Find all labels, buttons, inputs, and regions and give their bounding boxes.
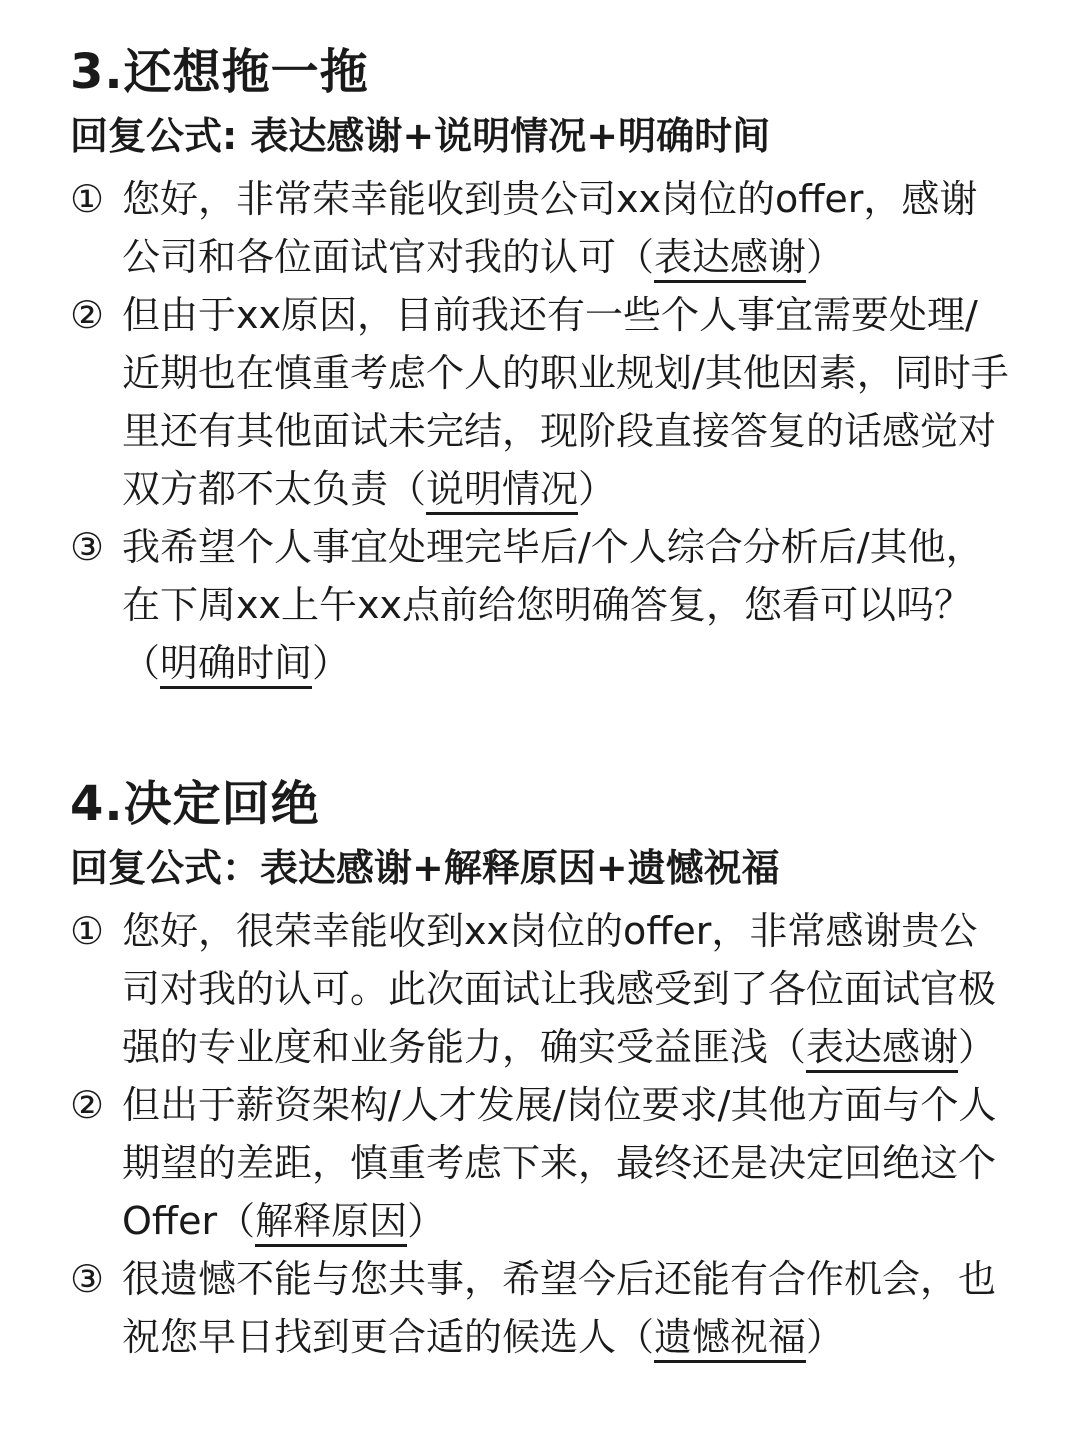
item-tag: 说明情况	[426, 467, 578, 515]
item-number: ③	[70, 1257, 105, 1301]
item-body	[122, 170, 1010, 286]
item-tag: 遗憾祝福	[654, 1315, 806, 1363]
item-tag: 表达感谢	[654, 235, 806, 283]
item-text: 但出于薪资架构/人才发展/岗位要求/其他方面与个人期望的差距，慎重考虑下来，最终还是决定回绝这个Offer	[122, 1083, 997, 1243]
item-body	[122, 286, 1010, 518]
reply-formula: 回复公式: 表达感谢+说明情况+明确时间	[70, 114, 771, 158]
item-text: 我希望个人事宜处理完毕后/个人综合分析后/其他，在下周xx上午xx点前给您明确答复，您看可以吗？	[122, 525, 984, 627]
item-number: ②	[70, 293, 105, 337]
item-number: ③	[70, 525, 105, 569]
item-body	[122, 518, 1010, 692]
paren-open: （	[388, 467, 427, 511]
section-title: 3.还想拖一拖	[70, 44, 369, 100]
paren-open: （	[217, 1199, 256, 1243]
paren-close: ）	[312, 641, 351, 685]
paren-close: ）	[806, 1315, 845, 1359]
list-item	[70, 1250, 1010, 1366]
item-number: ①	[70, 177, 105, 221]
section-decline	[70, 772, 1010, 1366]
paren-close: ）	[407, 1199, 446, 1243]
paren-close: ）	[958, 1025, 997, 1069]
section-delay	[70, 40, 1010, 692]
item-tag: 表达感谢	[806, 1025, 958, 1073]
list-item	[70, 518, 1010, 692]
item-body	[122, 1250, 1010, 1366]
item-text: 很遗憾不能与您共事，希望今后还能有合作机会，也祝您早日找到更合适的候选人	[122, 1257, 997, 1359]
item-number: ①	[70, 909, 105, 953]
reply-formula: 回复公式：表达感谢+解释原因+遗憾祝福	[70, 846, 780, 890]
paren-open: （	[616, 1315, 655, 1359]
section-spacer	[70, 692, 1010, 772]
item-number: ②	[70, 1083, 105, 1127]
item-tag: 解释原因	[255, 1199, 407, 1247]
item-text: 您好，非常荣幸能收到贵公司xx岗位的offer，感谢公司和各位面试官对我的认可	[122, 177, 978, 279]
item-text: 您好，很荣幸能收到xx岗位的offer，非常感谢贵公司对我的认可。此次面试让我感受到了各位面试官极强的专业度和业务能力，确实受益匪浅	[122, 909, 997, 1069]
list-item	[70, 1076, 1010, 1250]
list-item	[70, 902, 1010, 1076]
list-item	[70, 286, 1010, 518]
item-text: 但由于xx原因，目前我还有一些个人事宜需要处理/近期也在慎重考虑个人的职业规划/其他因素，同时手里还有其他面试未完结，现阶段直接答复的话感觉对双方都不太负责	[122, 293, 1009, 511]
paren-close: ）	[806, 235, 845, 279]
paren-close: ）	[578, 467, 617, 511]
paren-open: （	[122, 641, 161, 685]
item-body	[122, 902, 1010, 1076]
paren-open: （	[768, 1025, 807, 1069]
section-title: 4.决定回绝	[70, 776, 320, 832]
paren-open: （	[616, 235, 655, 279]
item-body	[122, 1076, 1010, 1250]
list-item	[70, 170, 1010, 286]
item-tag: 明确时间	[160, 641, 312, 689]
